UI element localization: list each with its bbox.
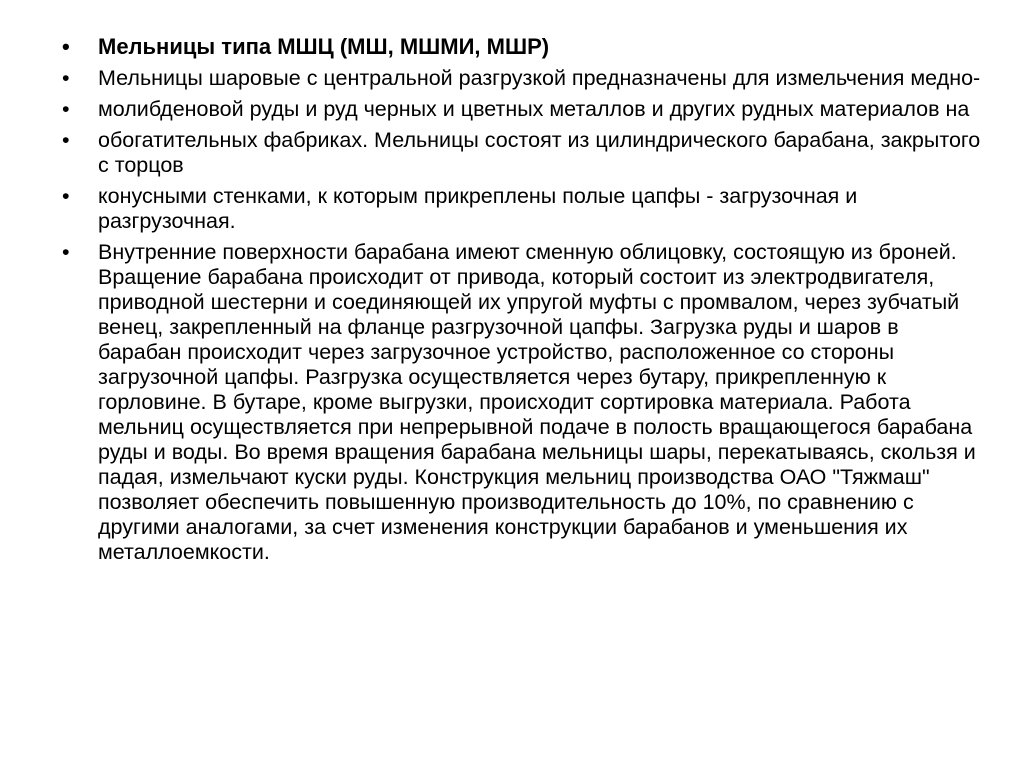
bullet-item: [62, 66, 982, 91]
bullet-item: [62, 128, 982, 178]
bullet-item-title: [62, 34, 982, 59]
bullet-item: [62, 184, 982, 234]
bullet-dot: •: [62, 66, 70, 90]
bullet-text: обогатительных фабриках. Мельницы состоят из цилиндрического барабана, закрытого с торцов: [98, 128, 981, 177]
bullet-item: [62, 97, 982, 122]
bullet-text: конусными стенками, к которым прикреплены полые цапфы - загрузочная и разгрузочная.: [98, 184, 858, 233]
bullet-dot: •: [62, 184, 70, 208]
bullet-text: молибденовой руды и руд черных и цветных металлов и других рудных материалов на: [98, 97, 970, 121]
bullet-dot: •: [62, 34, 70, 59]
bullet-text: Мельницы типа МШЦ (МШ, МШМИ, МШР): [98, 34, 550, 59]
bullet-dot: •: [62, 97, 70, 121]
bullet-text: Внутренние поверхности барабана имеют сменную облицовку, состоящую из броней. Вращение барабана происходит от привода, который состоит из электродвигателя, приводной шестерни и соединяющей их упругой муфты с промвалом, через зубчатый венец, закрепленный на фланце разгрузочной цапфы. Загрузка руды и шаров в барабан происходит через загрузочное устройство, расположенное со стороны загрузочной цапфы. Разгрузка осуществляется через бутару, прикрепленную к горловине. В бутаре, кроме выгрузки, происходит сортировка материала. Работа мельниц осуществляется при непрерывной подаче в полость вращающегося барабана руды и воды. Во время вращения барабана мельницы шары, перекатываясь, скользя и падая, измельчают куски руды. Конструкция мельниц производства ОАО "Тяжмаш" позволяет обеспечить повышенную производительность до 10%, по сравнению с другими аналогами, за счет изменения конструкции барабанов и уменьшения их металлоемкости.: [98, 240, 976, 564]
bullet-list: [62, 34, 982, 571]
bullet-text: Мельницы шаровые с центральной разгрузкой предназначены для измельчения медно-: [98, 66, 981, 90]
bullet-dot: •: [62, 240, 70, 264]
bullet-dot: •: [62, 128, 70, 152]
bullet-item: [62, 240, 982, 565]
